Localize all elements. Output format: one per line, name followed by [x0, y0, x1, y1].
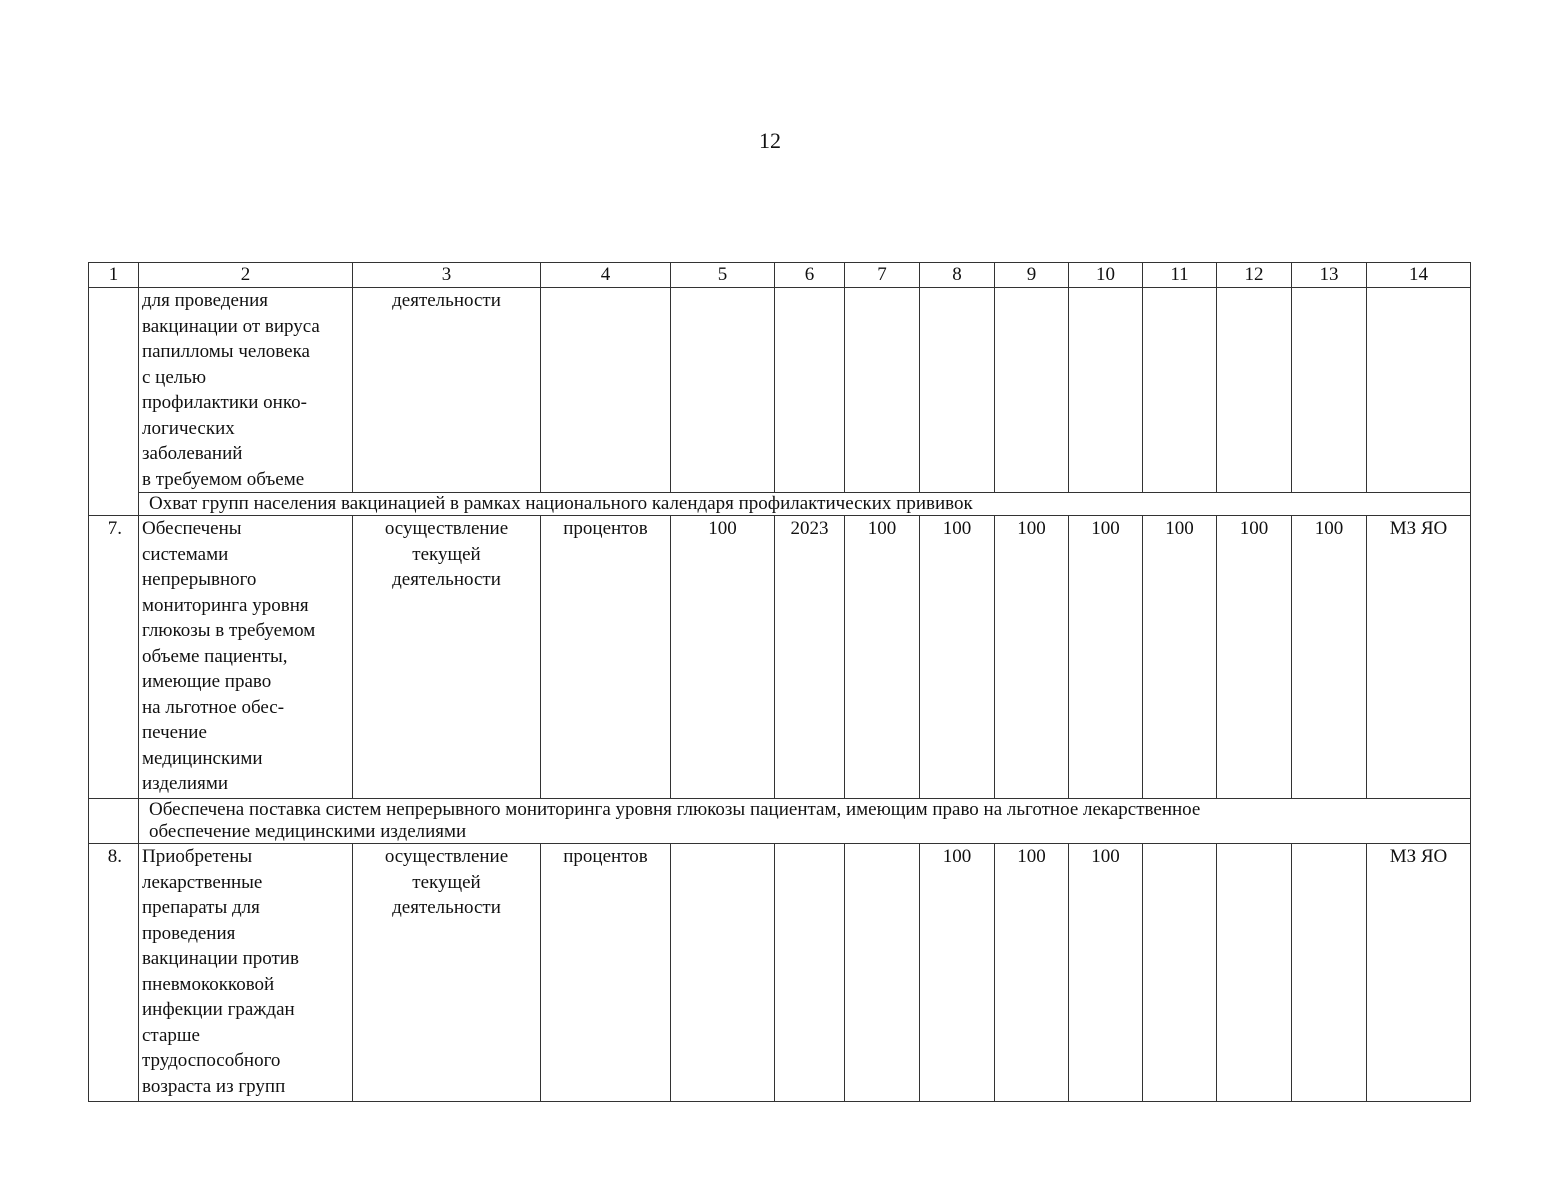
table-row: [89, 288, 1471, 493]
responsible: МЗ ЯО: [1367, 844, 1471, 1102]
column-header: 9: [995, 263, 1069, 288]
indicators-table: [88, 262, 1471, 1102]
column-header: 11: [1143, 263, 1217, 288]
section-title: Обеспечена поставка систем непрерывного мониторинга уровня глюкозы пациентам, имеющим право на льготное лекарственное обеспечение медицинскими изделиями: [139, 799, 1471, 844]
column-header: 6: [775, 263, 845, 288]
value-col-7: 100: [845, 516, 920, 799]
value-col-12: 100: [1217, 516, 1292, 799]
column-header: 7: [845, 263, 920, 288]
value-col-11: 100: [1143, 516, 1217, 799]
section-row: [89, 799, 1471, 844]
row-number: 7.: [89, 516, 139, 799]
column-header: 4: [541, 263, 671, 288]
value-col-10: 100: [1069, 844, 1143, 1102]
column-header: 14: [1367, 263, 1471, 288]
section-row: [89, 493, 1471, 516]
table-row: [89, 844, 1471, 1102]
value-col-9: 100: [995, 516, 1069, 799]
indicator-name: Приобретены лекарственные препараты для проведения вакцинации против пневмококковой инфекции граждан старше трудоспособного возраста из групп: [139, 844, 353, 1102]
row-number: 8.: [89, 844, 139, 1102]
page-number: 12: [759, 128, 781, 153]
column-header: 5: [671, 263, 775, 288]
column-header: 3: [353, 263, 541, 288]
value-col-9: 100: [995, 844, 1069, 1102]
value-col-8: 100: [920, 844, 995, 1102]
column-header: 13: [1292, 263, 1367, 288]
unit: процентов: [541, 516, 671, 799]
unit: процентов: [541, 844, 671, 1102]
table-header-row: [89, 263, 1471, 288]
table-row: [89, 516, 1471, 799]
indicator-type: осуществление текущей деятельности: [353, 844, 541, 1102]
indicator-type: осуществление текущей деятельности: [353, 516, 541, 799]
column-header: 1: [89, 263, 139, 288]
column-header: 2: [139, 263, 353, 288]
column-header: 12: [1217, 263, 1292, 288]
indicator-name: Обеспечены системами непрерывного мониторинга уровня глюкозы в требуемом объеме пациенты, имеющие право на льготное обес- печение медицинскими изделиями: [139, 516, 353, 799]
column-header: 8: [920, 263, 995, 288]
indicator-name: для проведения вакцинации от вируса папилломы человека с целью профилактики онко- логических заболеваний в требуемом объеме: [139, 288, 353, 493]
responsible: МЗ ЯО: [1367, 516, 1471, 799]
value-col-10: 100: [1069, 516, 1143, 799]
value-col-8: 100: [920, 516, 995, 799]
base-year: 2023: [775, 516, 845, 799]
indicator-type: деятельности: [353, 288, 541, 493]
base-value: 100: [671, 516, 775, 799]
column-header: 10: [1069, 263, 1143, 288]
value-col-13: 100: [1292, 516, 1367, 799]
section-title: Охват групп населения вакцинацией в рамках национального календаря профилактических прививок: [139, 493, 1471, 516]
row-number-cell: [89, 288, 139, 493]
